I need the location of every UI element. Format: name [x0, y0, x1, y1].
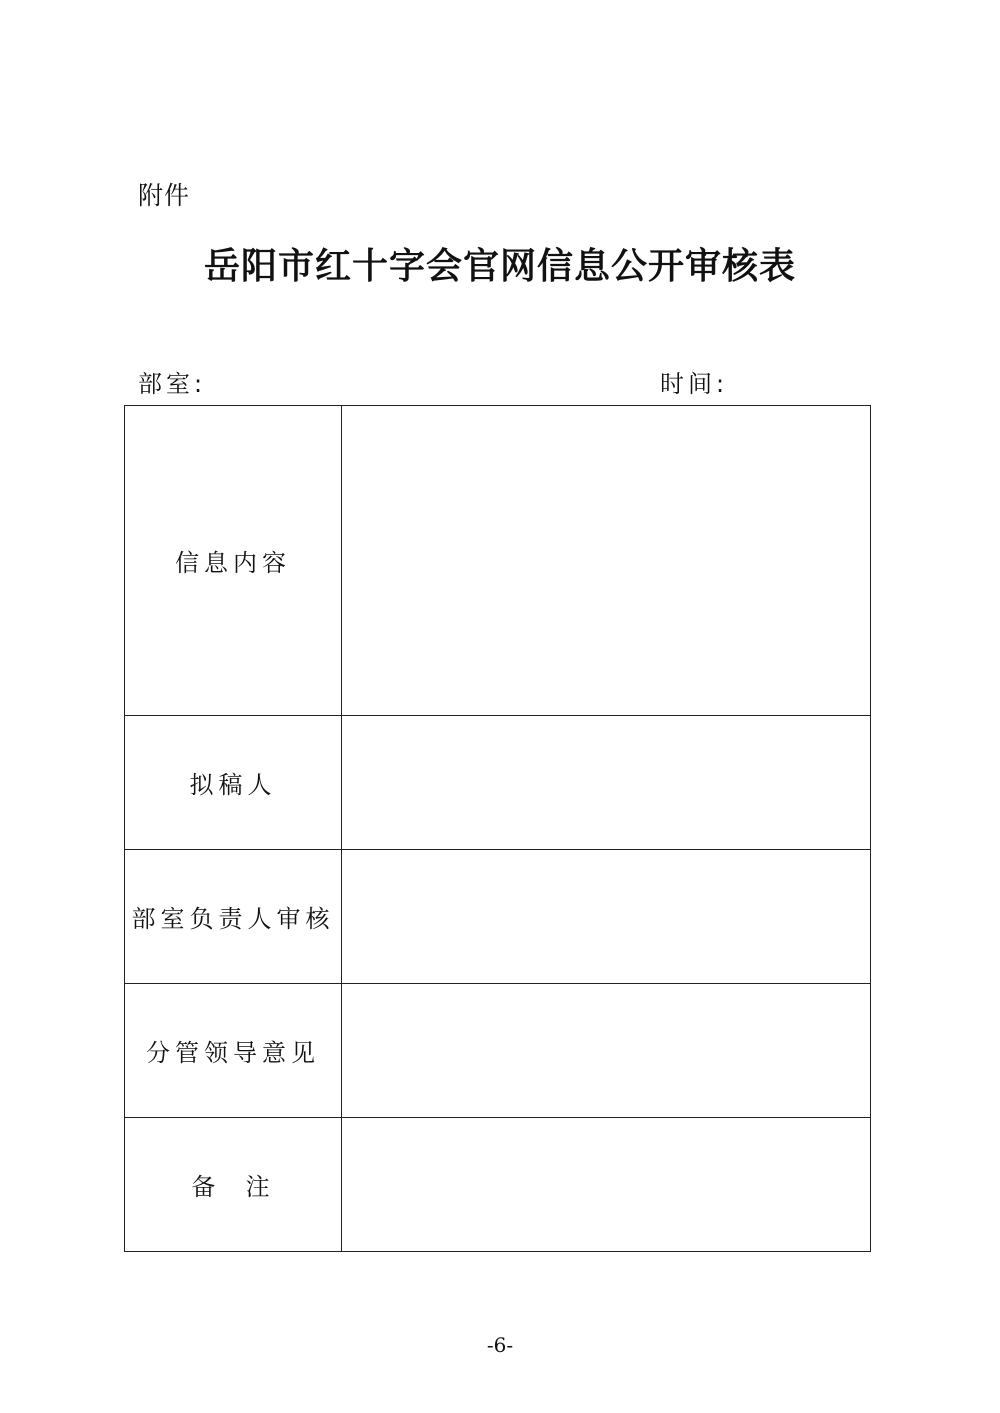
table-row [125, 1118, 871, 1252]
table-row [125, 716, 871, 850]
remarks-field[interactable] [342, 1118, 871, 1252]
dept-head-review-field[interactable] [342, 850, 871, 984]
page-number: -6- [486, 1333, 514, 1357]
info-content-label: 信息内容 [125, 406, 342, 716]
leader-opinion-label: 分管领导意见 [125, 984, 342, 1118]
department-label: 部室: [138, 370, 207, 398]
remarks-label: 备 注 [125, 1118, 342, 1252]
page-title: 岳阳市红十字会官网信息公开审核表 [203, 246, 796, 287]
drafter-label: 拟稿人 [125, 716, 342, 850]
drafter-field[interactable] [342, 716, 871, 850]
time-label: 时间: [660, 370, 729, 398]
info-content-field[interactable] [342, 406, 871, 716]
dept-head-review-label: 部室负责人审核 [125, 850, 342, 984]
attachment-label: 附件 [138, 181, 191, 210]
table-row [125, 406, 871, 716]
leader-opinion-field[interactable] [342, 984, 871, 1118]
table-row [125, 984, 871, 1118]
review-table [124, 405, 871, 1252]
table-row [125, 850, 871, 984]
